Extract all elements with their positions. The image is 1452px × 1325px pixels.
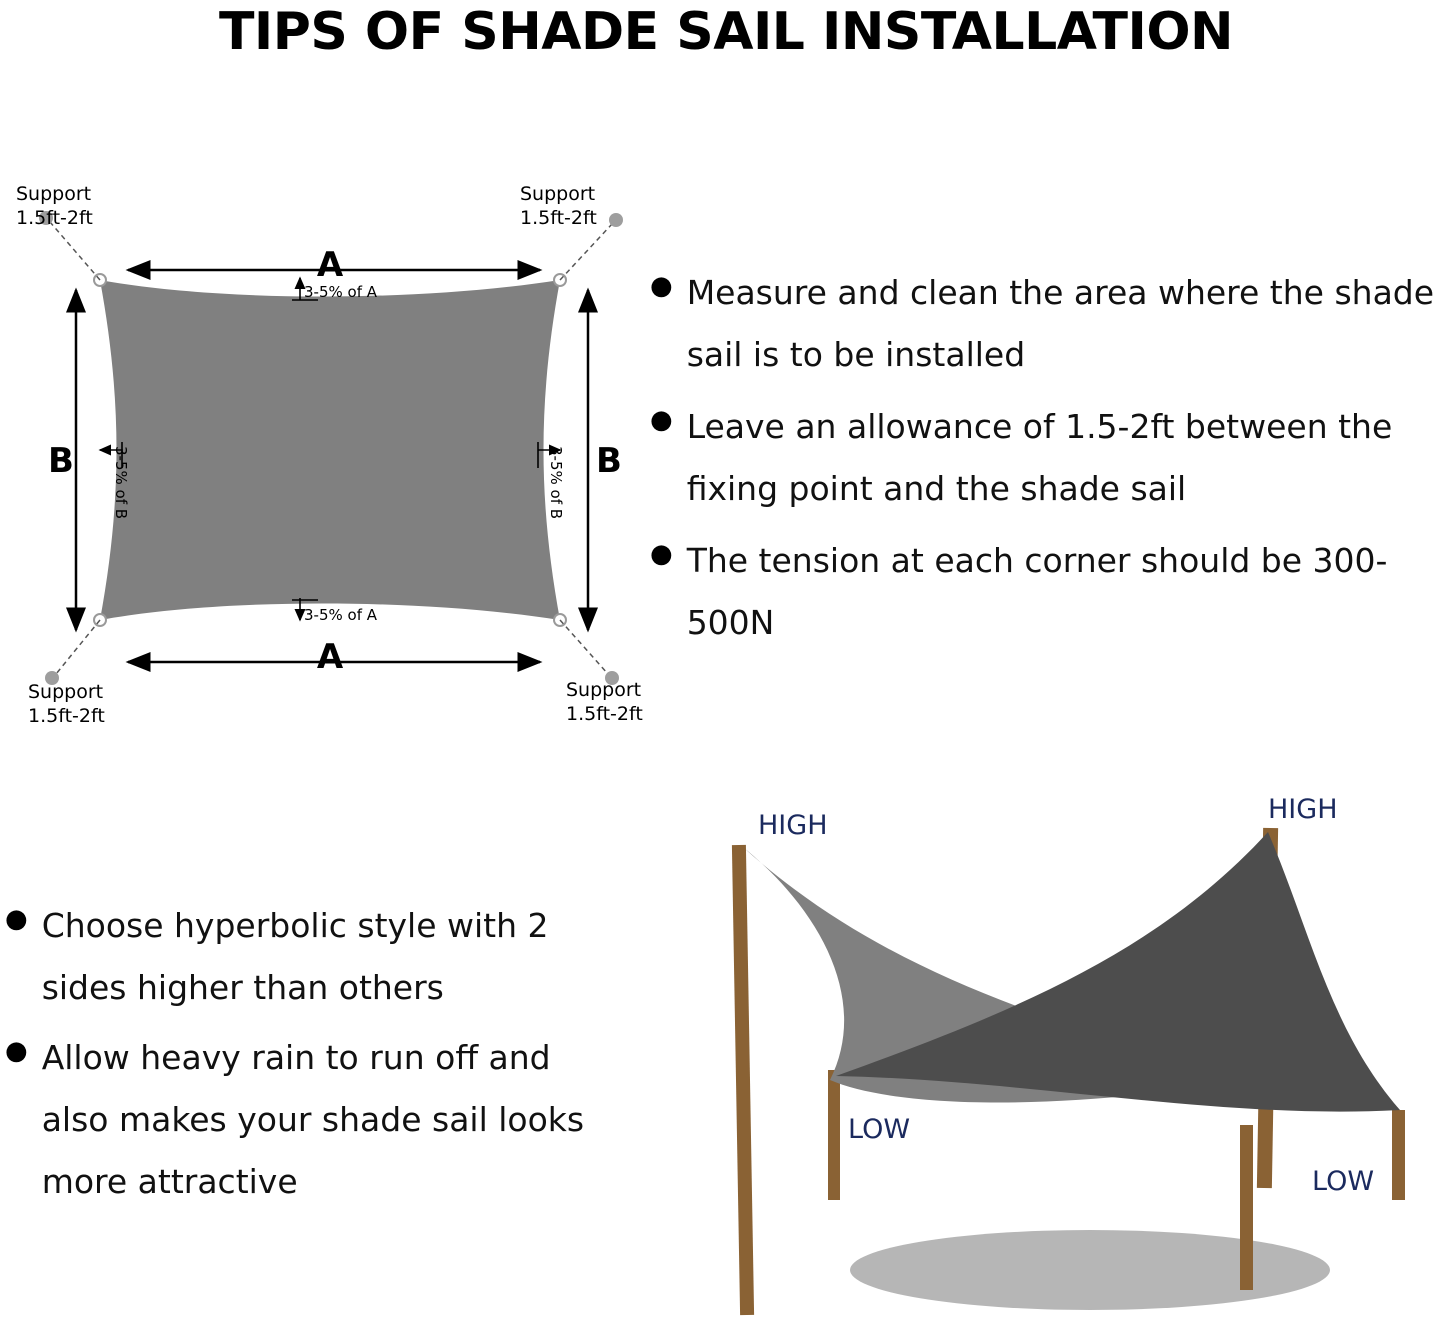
support-label-top-left-line1: Support (16, 183, 92, 205)
rectangular-sail-diagram (0, 150, 660, 750)
dimension-label-top-A: A (316, 245, 344, 285)
bullet-icon: ● (650, 539, 673, 569)
label-high-left: HIGH (758, 810, 828, 841)
support-label-top-right-line1: Support (520, 183, 596, 205)
bullet-icon: ● (5, 1036, 28, 1066)
support-line-bottom-left (56, 620, 100, 674)
tip-text: Leave an allowance of 1.5-2ft between the fixing point and the shade sail (686, 407, 1393, 508)
list-item (5, 1027, 625, 1213)
support-line-top-right (560, 224, 612, 280)
tip-text: Measure and clean the area where the shade sail is to be installed (686, 273, 1435, 374)
tip-text: The tension at each corner should be 300-500N (686, 541, 1388, 642)
list-item (5, 895, 625, 1019)
post-low-far-right (1392, 1110, 1405, 1200)
support-label-bottom-right-line2: 1.5ft-2ft (566, 703, 643, 725)
bullet-icon: ● (5, 904, 28, 934)
ground-shadow (850, 1230, 1330, 1310)
list-item (650, 530, 1450, 654)
post-low-right (1240, 1125, 1253, 1290)
curve-label-bottom: 3-5% of A (304, 606, 378, 624)
support-label-bottom-right-line1: Support (566, 679, 642, 701)
bullet-icon: ● (650, 271, 673, 301)
dimension-label-bottom-A: A (316, 637, 344, 677)
support-line-bottom-right (560, 620, 608, 674)
support-label-bottom-left-line2: 1.5ft-2ft (28, 705, 105, 727)
label-low-left: LOW (848, 1114, 911, 1145)
curve-label-left: 3-5% of B (112, 446, 130, 520)
dimension-label-left-B: B (48, 441, 74, 481)
support-line-top-left (50, 222, 100, 280)
support-label-top-left-line2: 1.5ft-2ft (16, 207, 93, 229)
anchor-top-right (609, 213, 623, 227)
list-item (650, 396, 1450, 520)
hyperbolic-tips-list (5, 895, 625, 1221)
bullet-icon: ● (650, 405, 673, 435)
dimension-label-right-B: B (596, 441, 622, 481)
hyperbolic-sail-diagram (640, 780, 1452, 1325)
label-low-right: LOW (1312, 1166, 1375, 1197)
label-high-right: HIGH (1268, 794, 1338, 825)
page-title: TIPS OF SHADE SAIL INSTALLATION (218, 2, 1234, 62)
support-label-top-right-line2: 1.5ft-2ft (520, 207, 597, 229)
sail-shape (100, 280, 560, 620)
post-low-left (828, 1070, 840, 1200)
installation-tips-list (650, 262, 1450, 664)
curve-label-right: 3-5% of B (547, 446, 565, 520)
post-high-left (732, 845, 754, 1315)
curve-label-top: 3-5% of A (304, 283, 378, 301)
tip-text: Choose hyperbolic style with 2 sides higher than others (41, 906, 549, 1007)
support-label-bottom-left-line1: Support (28, 681, 104, 703)
list-item (650, 262, 1450, 386)
tip-text: Allow heavy rain to run off and also makes your shade sail looks more attractive (41, 1038, 585, 1201)
